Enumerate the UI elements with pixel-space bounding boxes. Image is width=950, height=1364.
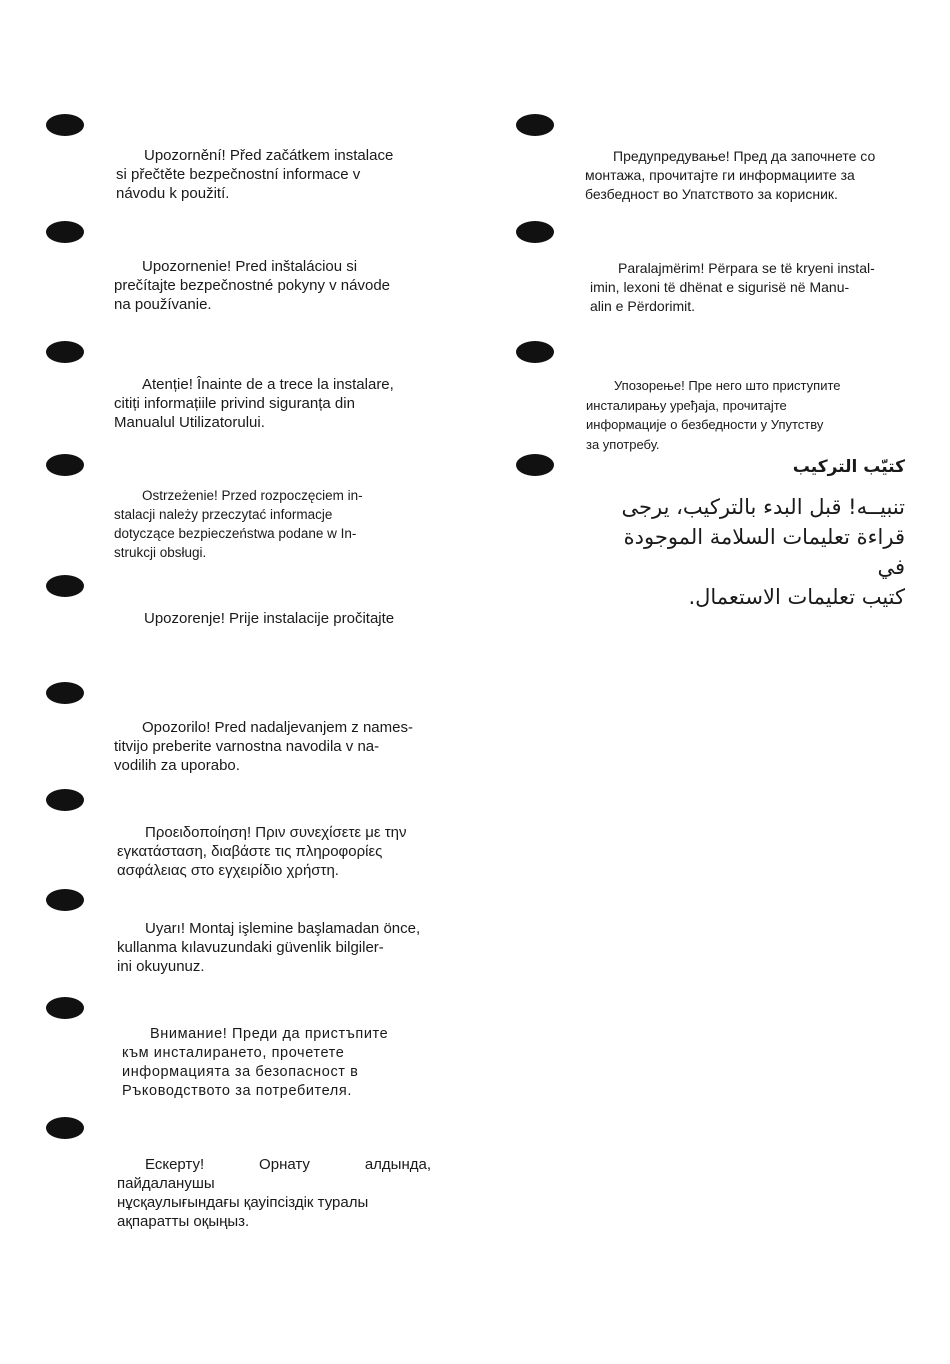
- arabic-title: كتيّب التركيب: [792, 457, 905, 477]
- warning-line: na používanie.: [114, 296, 212, 313]
- warning-line: تنبيــه! قبل البدء بالتركيب، يرجى: [621, 495, 905, 519]
- warning-line: Opozorilo! Pred nadaljevanjem z names-: [142, 719, 413, 736]
- warning-serbian: [586, 376, 842, 454]
- warning-line: Προειδοποίηση! Πριν συνεχίσετε με την: [145, 824, 407, 841]
- warning-line: Упозорење! Пре него што приступите: [614, 378, 841, 393]
- language-marker-8: [46, 889, 84, 911]
- warning-line: безбедност во Упатството за корисник.: [585, 186, 838, 202]
- warning-line: Uyarı! Montaj işlemine başlamadan önce,: [145, 920, 421, 937]
- warning-bulgarian: [122, 1025, 422, 1101]
- language-marker-1: [46, 114, 84, 136]
- warning-line: kullanma kılavuzundaki güvenlik bilgiler-: [117, 939, 384, 956]
- warning-turkish: [117, 919, 433, 976]
- language-marker-4: [46, 454, 84, 476]
- warning-greek: [117, 823, 434, 880]
- warning-line: Upozorenje! Prije instalacije pročitajte: [144, 610, 395, 627]
- language-marker-r2: [516, 221, 554, 243]
- warning-polish: [114, 486, 403, 562]
- warning-line: инсталирању уређаја, прочитајте: [586, 397, 787, 413]
- warning-line: strukcji obsługi.: [114, 545, 207, 560]
- warning-line: stalacji należy przeczytać informacje: [114, 507, 333, 522]
- warning-line: alin e Përdorimit.: [590, 298, 696, 314]
- warning-line: Ескерту! Орнату алдында, пайдаланушы: [117, 1156, 431, 1192]
- warning-slovak: [114, 257, 430, 314]
- language-marker-10: [46, 1117, 84, 1139]
- warning-line: информације о безбедности у Упутству: [586, 417, 824, 432]
- warning-line: монтажа, прочитајте ги информациите за: [585, 167, 855, 183]
- warning-albanian: [590, 259, 904, 316]
- language-marker-r1: [516, 114, 554, 136]
- warning-czech: [116, 146, 433, 203]
- language-marker-2: [46, 221, 84, 243]
- warning-line: Paralajmërim! Përpara se të kryeni instal-: [618, 260, 875, 276]
- warning-romanian: [114, 375, 427, 432]
- warning-line: информацията за безопасност в: [122, 1064, 359, 1080]
- warning-line: към инсталирането, прочетете: [122, 1045, 345, 1061]
- warning-line: Atenție! Înainte de a trece la instalare,: [142, 376, 394, 393]
- warning-line: návodu k použití.: [116, 185, 230, 202]
- language-marker-9: [46, 997, 84, 1019]
- warning-line: titvijo preberite varnostna navodila v na-: [114, 738, 380, 755]
- warning-line: нұсқаулығындағы қауіпсіздік туралы: [117, 1194, 369, 1211]
- warning-line: Внимание! Преди да пристъпите: [150, 1026, 389, 1042]
- warning-line: Upozornenie! Pred inštaláciou si: [142, 258, 358, 275]
- warning-line: Ostrzeżenie! Przed rozpoczęciem in-: [142, 488, 363, 503]
- language-marker-r3: [516, 341, 554, 363]
- warning-line: dotyczące bezpieczeństwa podane w In-: [114, 526, 357, 541]
- language-marker-3: [46, 341, 84, 363]
- warning-line: si přečtěte bezpečnostní informace v: [116, 166, 361, 183]
- warning-line: imin, lexoni të dhënat e sigurisë në Manu-: [590, 279, 850, 295]
- warning-line: Upozornění! Před začátkem instalace: [144, 147, 394, 164]
- warning-line: قراءة تعليمات السلامة الموجودة في: [623, 525, 905, 579]
- warning-slovenian: [114, 718, 420, 775]
- warning-line: prečítajte bezpečnostné pokyny v návode: [114, 277, 391, 294]
- warning-line: εγκατάσταση, διαβάστε τις πληροφορίες: [117, 843, 383, 860]
- language-marker-6: [46, 682, 84, 704]
- warning-macedonian: [585, 147, 892, 204]
- language-marker-r4: [516, 454, 554, 476]
- language-marker-7: [46, 789, 84, 811]
- warning-line: ақпаратты оқыңыз.: [117, 1213, 250, 1230]
- warning-line: ασφάλειας στο εγχειρίδιο χρήστη.: [117, 862, 339, 879]
- warning-croatian: [116, 609, 433, 628]
- warning-kazakh: [117, 1155, 431, 1231]
- warning-arabic: [605, 492, 905, 612]
- warning-line: за употребу.: [586, 436, 660, 452]
- language-marker-5: [46, 575, 84, 597]
- warning-line: كتيب تعليمات الاستعمال.: [688, 585, 905, 609]
- warning-line: ini okuyunuz.: [117, 958, 205, 975]
- warning-line: Manualul Utilizatorului.: [114, 414, 265, 431]
- warning-line: Предупредување! Пред да започнете со: [613, 148, 876, 164]
- warning-line: vodilih za uporabo.: [114, 757, 240, 774]
- warning-line: citiți informațiile privind siguranța din: [114, 395, 355, 412]
- warning-line: Ръководството за потребителя.: [122, 1083, 352, 1099]
